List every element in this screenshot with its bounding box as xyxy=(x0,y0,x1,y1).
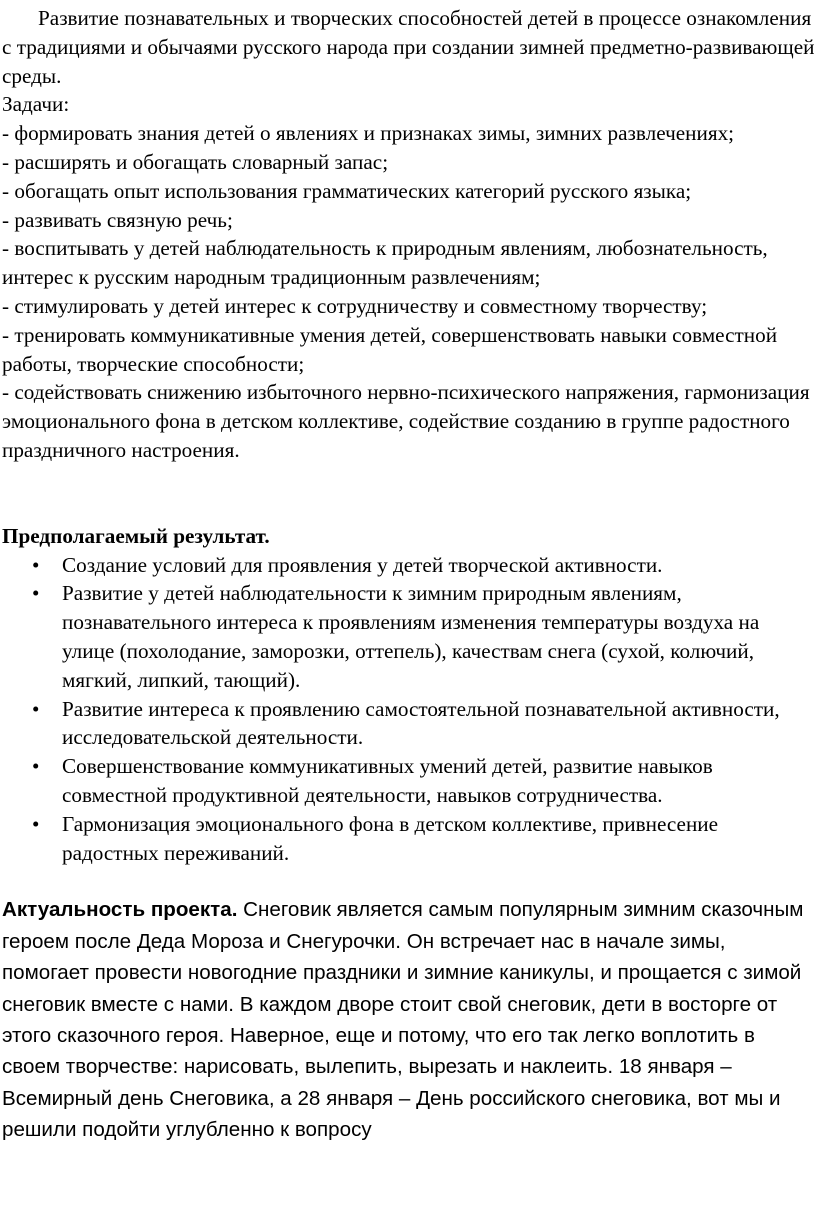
tasks-heading: Задачи: xyxy=(2,92,70,117)
result-item-text: Развитие у детей наблюдательности к зимним природным явлениям, познавательного интереса к проявлениям изменения температуры воздуха на улице (похолодание, заморозки, оттепель), качествам снега (сухой, колючий, мягкий, липкий, тающий). xyxy=(62,581,760,692)
intro-paragraph: Развитие познавательных и творческих способностей детей в процессе ознакомления с традициями и обычаями русского народа при создании зимней предметно-развивающей среды. xyxy=(2,6,815,88)
bullet-icon: • xyxy=(32,552,40,577)
result-item xyxy=(2,752,816,810)
bullet-icon: • xyxy=(32,754,40,779)
task-item: - стимулировать у детей интерес к сотрудничеству и совместному творчеству; xyxy=(2,293,708,318)
task-item: - тренировать коммуникативные умения детей, совершенствовать навыки совместной работы, творческие способности; xyxy=(2,322,778,376)
task-item: - расширять и обогащать словарный запас; xyxy=(2,149,389,174)
task-item: - формировать знания детей о явлениях и признаках зимы, зимних развлечениях; xyxy=(2,121,735,146)
result-item xyxy=(2,695,816,753)
task-item: - развивать связную речь; xyxy=(2,207,233,232)
task-item: - воспитывать у детей наблюдательность к природным явлениям, любознательность, интерес к русским народным традиционным развлечениям; xyxy=(2,236,768,290)
result-item xyxy=(2,579,816,694)
results-list xyxy=(2,551,816,868)
result-item-text: Совершенствование коммуникативных умений детей, развитие навыков совместной продуктивной деятельности, навыков сотрудничества. xyxy=(62,754,713,807)
result-item xyxy=(2,810,816,868)
bullet-icon: • xyxy=(32,581,40,606)
relevance-text: Снеговик является самым популярным зимним сказочным героем после Деда Мороза и Снегурочки. Он встречает нас в начале зимы, помогает провести новогодние праздники и зимние каникулы, и прощается с зимой снеговик вместе с нами. В каждом дворе стоит свой снеговик, дети в восторге от этого сказочного героя. Наверное, еще и потому, что его так легко воплотить в своем творчестве: нарисовать, вылепить, вырезать и наклеить. 18 января – Всемирный день Снеговика, а 28 января – День российского снеговика, вот мы и решили подойти углубленно к вопросу xyxy=(2,898,804,1142)
relevance-paragraph xyxy=(2,894,816,1145)
bullet-icon: • xyxy=(32,811,40,836)
result-heading: Предполагаемый результат. xyxy=(2,523,270,548)
result-item-text: Гармонизация эмоционального фона в детском коллективе, привнесение радостных переживаний. xyxy=(62,811,719,865)
result-item-text: Развитие интереса к проявлению самостоятельной познавательной активности, исследовательской деятельности. xyxy=(62,696,780,750)
task-item: - содействовать снижению избыточного нервно-психического напряжения, гармонизация эмоционального фона в детском коллективе, содействие созданию в группе радостного праздничного настроения. xyxy=(2,380,810,462)
blank-space xyxy=(2,465,816,522)
result-item xyxy=(2,551,816,580)
task-item: - обогащать опыт использования грамматических категорий русского языка; xyxy=(2,178,692,203)
relevance-heading: Актуальность проекта. xyxy=(2,898,238,922)
tasks-list xyxy=(2,119,816,465)
blank-space xyxy=(2,867,816,894)
bullet-icon: • xyxy=(32,696,40,721)
result-item-text: Создание условий для проявления у детей творческой активности. xyxy=(62,552,663,577)
